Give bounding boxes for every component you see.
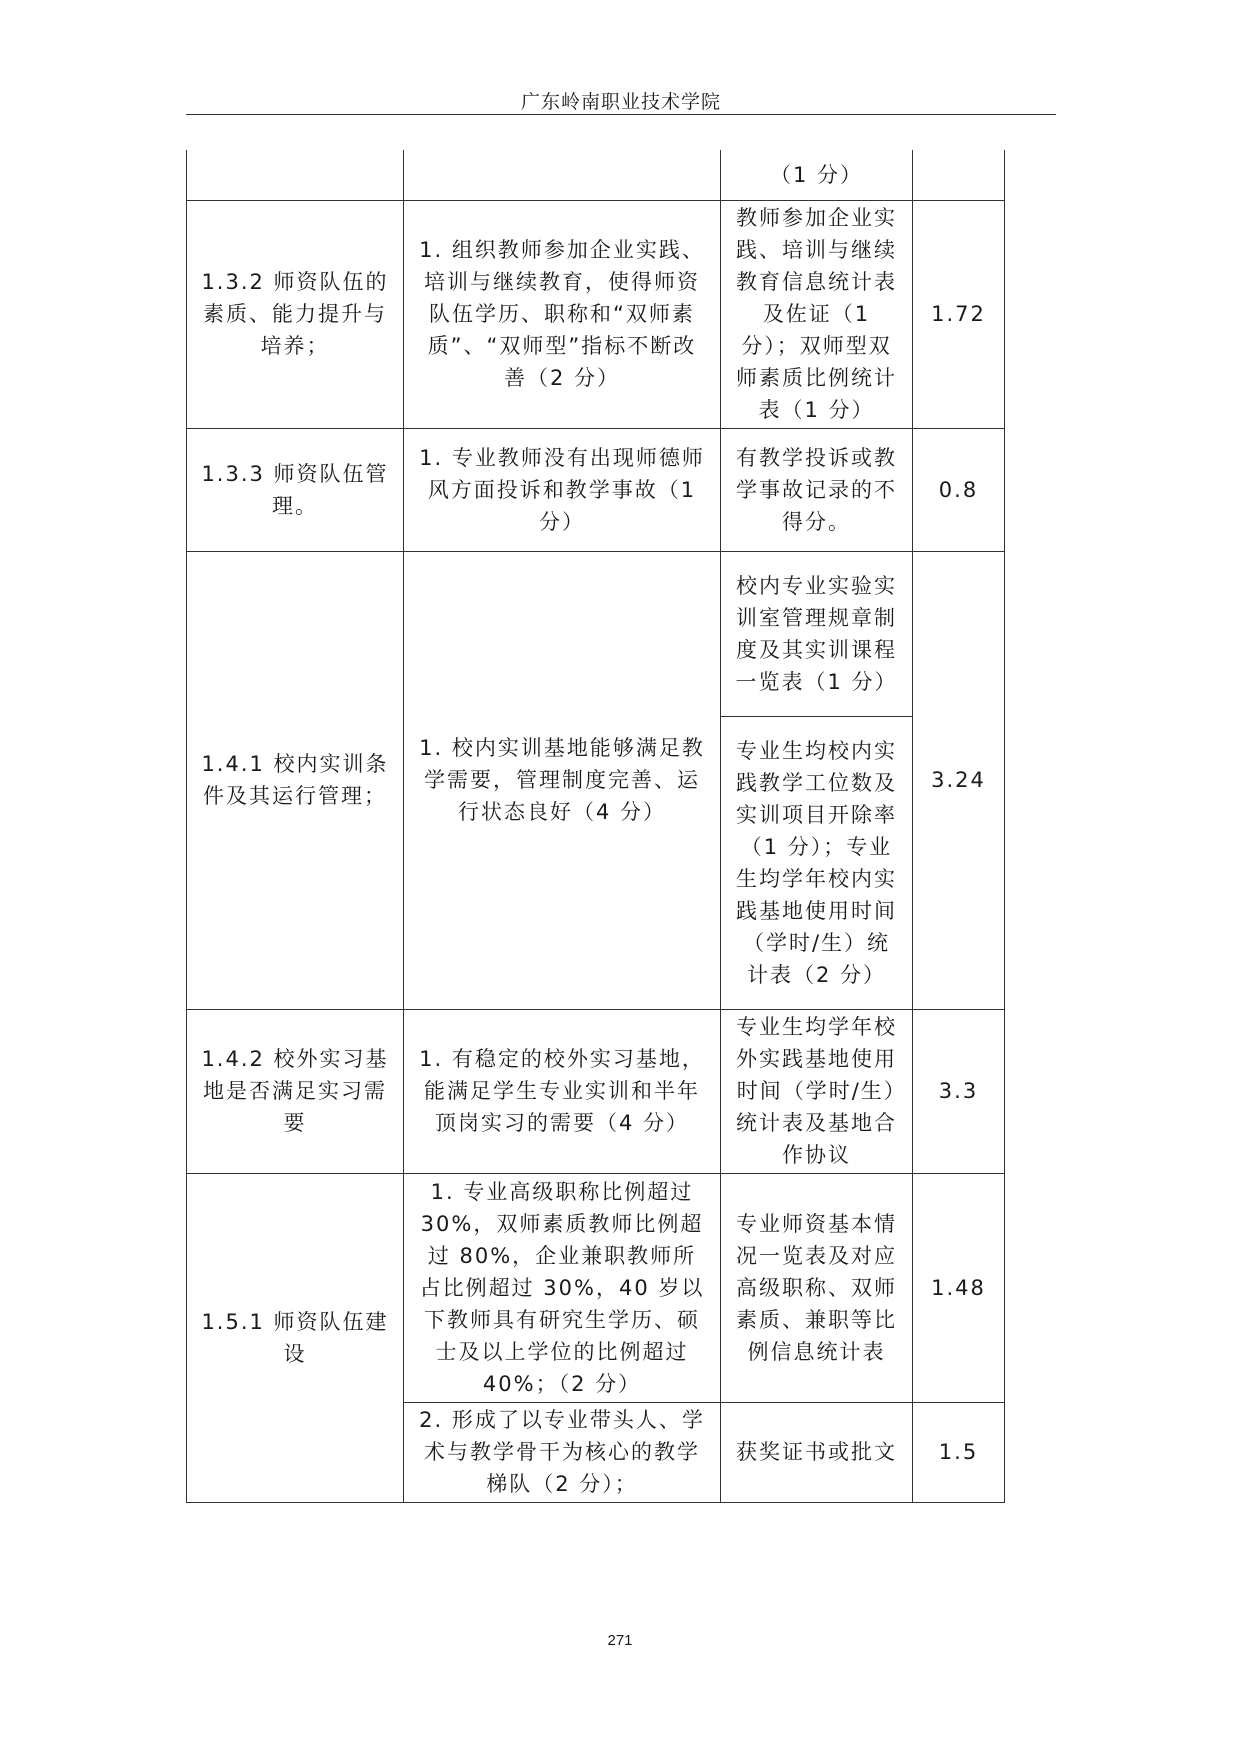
table-row [187,428,1005,551]
evaluation-table [186,150,1005,1503]
criteria-cell [404,150,721,200]
evidence-cell: 校内专业实验实训室管理规章制度及其实训课程一览表（1 分） [721,551,913,716]
item-cell: 1.4.2 校外实习基地是否满足实习需要 [187,1009,404,1173]
criteria-cell: 1. 有稳定的校外实习基地，能满足学生专业实训和半年顶岗实习的需要（4 分） [404,1009,721,1173]
criteria-cell: 1. 专业高级职称比例超过 30%，双师素质教师比例超过 80%，企业兼职教师所占比例超过 30%，40 岁以下教师具有研究生学历、硕士及以上学位的比例超过 40%；（2 分） [404,1173,721,1402]
score-cell: 0.8 [913,428,1005,551]
item-cell: 1.5.1 师资队伍建设 [187,1173,404,1502]
score-cell: 3.24 [913,551,1005,1009]
header-divider [186,114,1056,115]
criteria-cell: 1. 专业教师没有出现师德师风方面投诉和教学事故（1 分） [404,428,721,551]
score-cell: 1.72 [913,200,1005,428]
page-number: 271 [607,1632,633,1649]
score-cell [913,150,1005,200]
item-cell: 1.3.2 师资队伍的素质、能力提升与培养； [187,200,404,428]
score-cell: 3.3 [913,1009,1005,1173]
item-cell: 1.4.1 校内实训条件及其运行管理； [187,551,404,1009]
criteria-cell: 1. 校内实训基地能够满足教学需要，管理制度完善、运行状态良好（4 分） [404,551,721,1009]
evidence-cell: 专业师资基本情况一览表及对应高级职称、双师素质、兼职等比例信息统计表 [721,1173,913,1402]
score-cell: 1.48 [913,1173,1005,1402]
table-row [187,1009,1005,1173]
evidence-cell: 教师参加企业实践、培训与继续教育信息统计表及佐证（1 分）；双师型双师素质比例统计表（1 分） [721,200,913,428]
criteria-cell: 1. 组织教师参加企业实践、培训与继续教育，使得师资队伍学历、职称和“双师素质”、“双师型”指标不断改善（2 分） [404,200,721,428]
table-row [187,200,1005,428]
table-row [187,1173,1005,1402]
criteria-cell: 2. 形成了以专业带头人、学术与教学骨干为核心的教学梯队（2 分）； [404,1402,721,1502]
item-cell [187,150,404,200]
evidence-cell: 有教学投诉或教学事故记录的不得分。 [721,428,913,551]
evidence-cell: 专业生均学年校外实践基地使用时间（学时/生）统计表及基地合作协议 [721,1009,913,1173]
score-cell: 1.5 [913,1402,1005,1502]
table-row [187,551,1005,716]
evidence-cell: 专业生均校内实践教学工位数及实训项目开除率（1 分）；专业生均学年校内实践基地使用时间（学时/生）统计表（2 分） [721,716,913,1009]
item-cell: 1.3.3 师资队伍管理。 [187,428,404,551]
page-header-title: 广东岭南职业技术学院 [520,91,721,113]
table-row [187,150,1005,200]
evidence-cell: （1 分） [721,150,913,200]
evidence-cell: 获奖证书或批文 [721,1402,913,1502]
